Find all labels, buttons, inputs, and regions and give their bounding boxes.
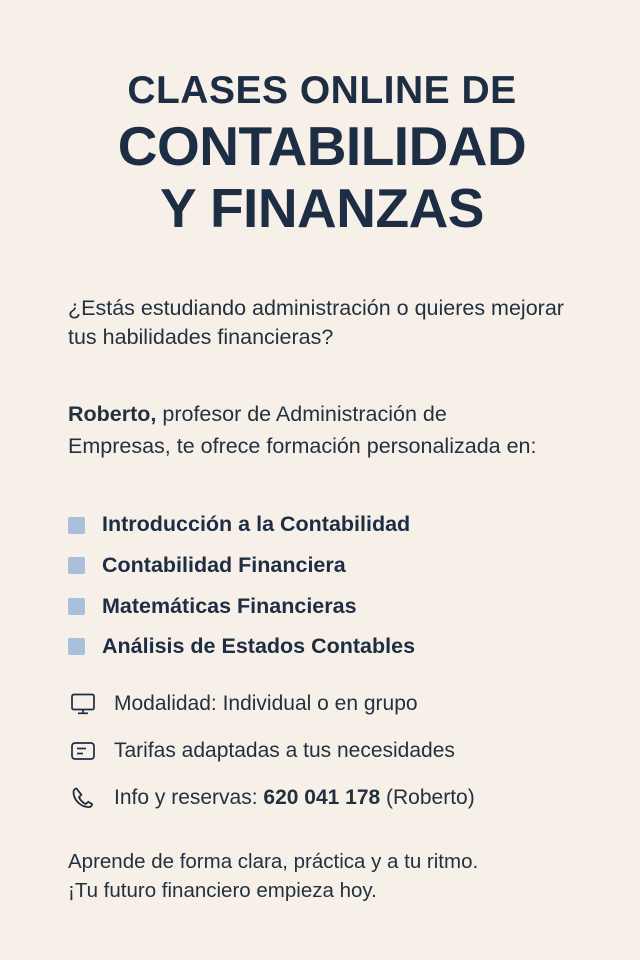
- contact-suffix: (Roberto): [380, 786, 475, 810]
- list-item: [68, 554, 576, 578]
- list-item: [68, 595, 576, 619]
- bullet-square-icon: [68, 557, 85, 574]
- headline-line-2: CONTABILIDAD: [117, 115, 527, 178]
- monitor-icon: [68, 691, 98, 717]
- teacher-description: [68, 399, 538, 461]
- list-item: [68, 635, 576, 659]
- contact-text: [114, 785, 475, 810]
- closing-line-1: Aprende de forma clara, práctica y a tu ritmo.: [68, 849, 479, 873]
- topic-label: Análisis de Estados Contables: [102, 634, 416, 659]
- headline-line-3: Y FINANZAS: [159, 177, 484, 240]
- topic-label: Introducción a la Contabilidad: [102, 512, 411, 537]
- bullet-square-icon: [68, 517, 85, 534]
- contact-phone[interactable]: 620 041 178: [263, 786, 381, 810]
- bullet-square-icon: [68, 638, 85, 655]
- topic-label: Contabilidad Financiera: [102, 552, 346, 577]
- info-list: [68, 691, 576, 811]
- bullet-square-icon: [68, 598, 85, 615]
- info-row-modality: [68, 691, 576, 717]
- teacher-rest: profesor de Administración de Empresas, te ofrece formación personalizada en:: [68, 402, 537, 458]
- closing-line-2: ¡Tu futuro financiero empieza hoy.: [68, 878, 377, 902]
- topic-label: Matemáticas Financieras: [102, 593, 357, 618]
- intro-question: ¿Estás estudiando administración o quieres mejorar tus habilidades financieras?: [68, 295, 564, 349]
- headline-line-1: CLASES ONLINE DE: [127, 69, 517, 113]
- info-text: Modalidad: Individual o en grupo: [114, 692, 418, 716]
- list-item: [68, 513, 576, 537]
- info-row-contact: [68, 785, 576, 811]
- info-row-pricing: [68, 738, 576, 764]
- teacher-name: Roberto,: [68, 402, 157, 427]
- page-title: [68, 69, 576, 240]
- info-text: Tarifas adaptadas a tus necesidades: [114, 739, 455, 763]
- price-tag-icon: [68, 738, 98, 764]
- contact-prefix: Info y reservas:: [114, 786, 264, 810]
- closing-text: [68, 848, 576, 905]
- topics-list: [68, 513, 576, 659]
- phone-icon: [68, 785, 98, 811]
